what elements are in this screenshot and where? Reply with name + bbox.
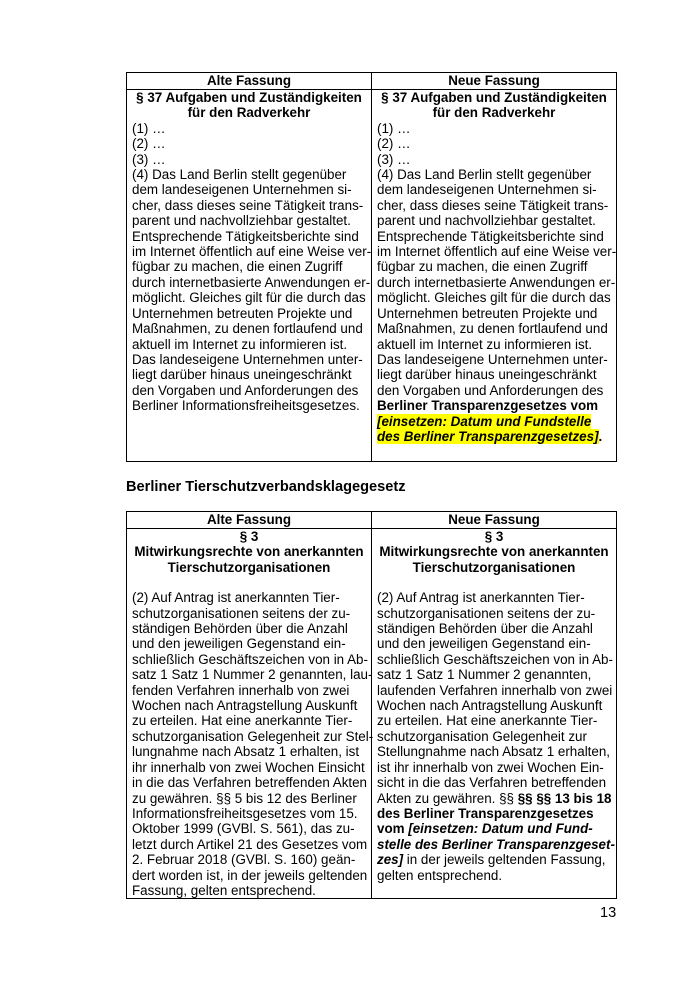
new-version-cell: § 37 Aufgaben und Zuständigkeiten für den Radverkehr (1) … (2) … (3) … (4) Das Land Berlin stellt gegenüber dem landeseigenen Unternehmen si- cher, dass dieses seine Tätigkeit trans- parent und nachvollziehbar gestaltet. Entsprechende Tätigkeitsberichte sind im Internet öffentlich auf eine Weise ver- fügbar zu machen, die einen Zugriff durch internetbasierte Anwendungen er- möglicht. Gleiches gilt für die durch das Unternehmen betreuten Projekte und Maßnahmen, zu denen fortlaufend und aktuell im Internet zu informieren ist. Das landeseigene Unternehmen unter- liegt darüber hinaus uneingeschränkt den Vorgaben und Anforderungen des Berliner Transparenzgesetzes vom [einsetzen: Datum und Fundstelle des Berliner Transparenzgesetzes]. [372,90,617,462]
header-old-version: Alte Fassung [127,73,372,90]
page-number: 13 [600,905,617,921]
header-new-version: Neue Fassung [372,73,617,90]
old-version-cell: § 37 Aufgaben und Zuständigkeiten für den Radverkehr (1) … (2) … (3) … (4) Das Land Berlin stellt gegenüber dem landeseigenen Unternehmen si- cher, dass dieses seine Tätigkeit trans- parent und nachvollziehbar gestaltet. Entsprechende Tätigkeitsberichte sind im Internet öffentlich auf eine Weise ver- fügbar zu machen, die einen Zugriff durch internetbasierte Anwendungen er- möglicht. Gleiches gilt für die durch das Unternehmen betreuten Projekte und Maßnahmen, zu denen fortlaufend und aktuell im Internet zu informieren ist. Das landeseigene Unternehmen unter- liegt darüber hinaus uneingeschränkt den Vorgaben und Anforderungen des Berliner Informationsfreiheitsgesetzes. [127,90,372,462]
amendment-placeholder: [einsetzen: Datum und Fund- [408,821,593,837]
old-version-cell: § 3 Mitwirkungsrechte von anerkannten Tierschutzorganisationen (2) Auf Antrag ist anerkannten Tier- schutzorganisationen seitens der zu- ständigen Behörden über die Anzahl und den jeweiligen Gegenstand ein- schließlich Geschäftszeichen von in Ab- satz 1 Satz 1 Nummer 2 genannten, lau- fenden Verfahren innerhalb von zwei Wochen nach Antragstellung Auskunft zu erteilen. Hat eine anerkannte Tier- schutzorganisation Gelegenheit zur Stel- lungnahme nach Absatz 1 erhalten, ist ihr innerhalb von zwei Wochen Einsicht in die das Verfahren betreffenden Akten zu gewähren. §§ 5 bis 12 des Berliner Informationsfreiheitsgesetzes vom 15. Oktober 1999 (GVBl. S. 561), das zu- letzt durch Artikel 21 des Gesetzes vom 2. Februar 2018 (GVBl. S. 160) geän- dert worden ist, in der jeweils geltenden Fassung, gelten entsprechend. [127,529,372,899]
highlighted-placeholder: des Berliner Transparenzgesetzes] [377,428,599,444]
paragraph-heading: § 3 Mitwirkungsrechte von anerkannten Tierschutzorganisationen [134,529,364,575]
section-title: Berliner Tierschutzverbandsklagegesetz [126,479,406,495]
paragraph-heading: § 37 Aufgaben und Zuständigkeiten für den Radverkehr [136,90,362,121]
highlighted-placeholder: [einsetzen: Datum und Fundstelle [377,413,592,429]
amendment-placeholder: stelle des Berliner Transparenzgeset- [377,836,615,852]
header-old-version: Alte Fassung [127,512,372,529]
comparison-table-tierschutz [126,511,617,899]
paragraph-heading: § 37 Aufgaben und Zuständigkeiten für den Radverkehr [381,90,607,121]
new-version-cell: § 3 Mitwirkungsrechte von anerkannten Tierschutzorganisationen (2) Auf Antrag ist anerkannten Tier- schutzorganisationen seitens der zu- ständigen Behörden über die Anzahl und den jeweiligen Gegenstand ein- schließlich Geschäftszeichen von in Ab- satz 1 Satz 1 Nummer 2 genannten, laufenden Verfahren innerhalb von zwei Wochen nach Antragstellung Auskunft zu erteilen. Hat eine anerkannte Tier- schutzorganisation Gelegenheit zur Stellungnahme nach Absatz 1 erhalten, ist ihr innerhalb von zwei Wochen Ein- sicht in die das Verfahren betreffenden Akten zu gewähren. §§ §§ §§ 13 bis 18 des Berliner Transparenzgesetzes vom [einsetzen: Datum und Fund- stelle des Berliner Transparenzgeset- zes] in der jeweils geltenden Fassung, gelten entsprechend. [372,529,617,899]
amendment-bold-line: Berliner Transparenzgesetzes vom [377,398,599,414]
comparison-table-radverkehr [126,72,617,462]
paragraph-heading: § 3 Mitwirkungsrechte von anerkannten Tierschutzorganisationen [379,529,609,575]
header-new-version: Neue Fassung [372,512,617,529]
amendment-bold-text: §§ §§ 13 bis 18 [517,790,612,806]
amendment-bold-text: des Berliner Transparenzgesetzes [377,805,594,821]
amendment-placeholder: zes] [377,852,404,868]
